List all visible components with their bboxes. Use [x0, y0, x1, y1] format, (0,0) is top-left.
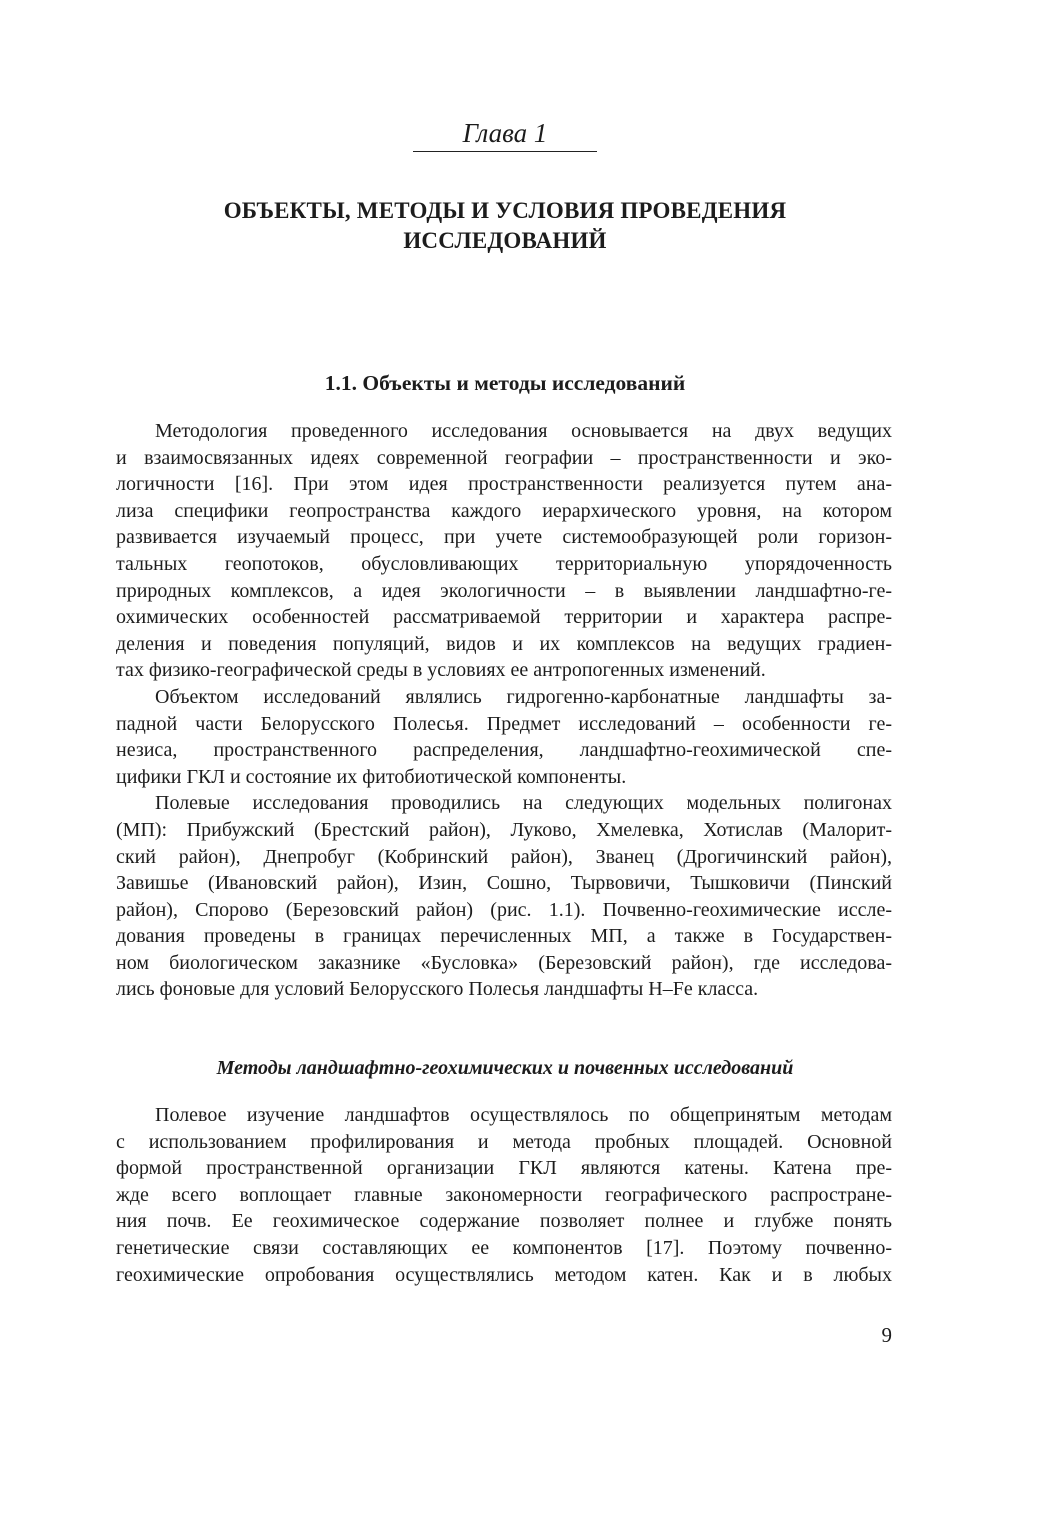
text-line: дования проведены в границах перечисленных МП, а также в Государствен- [116, 925, 892, 948]
body-text-block [116, 418, 892, 1003]
body-text-block [116, 1102, 892, 1288]
text-line: ский район), Днепробуг (Кобринский район), Званец (Дрогичинский район), [116, 845, 892, 868]
text-line: тальных геопотоков, обусловливающих территориальную упорядоченность [116, 552, 892, 575]
text-line: логичности [16]. При этом идея пространственности реализуется путем ана- [116, 473, 892, 496]
text-line: лись фоновые для условий Белорусского Полесья ландшафты H–Fe класса. [116, 978, 759, 1001]
text-line: Объектом исследований являлись гидрогенно-карбонатные ландшафты за- [155, 685, 892, 708]
text-line: с использованием профилирования и метода пробных площадей. Основной [116, 1130, 892, 1153]
text-line: генетические связи составляющих ее компонентов [17]. Поэтому почвенно- [116, 1236, 892, 1259]
text-line: и взаимосвязанных идеях современной географии – пространственности и эко- [116, 446, 892, 469]
subsection-heading: Методы ландшафтно-геохимических и почвенных исследований [216, 1057, 794, 1079]
text-line: лиза специфики геопространства каждого иерархического уровня, на котором [116, 499, 892, 522]
text-line: формой пространственной организации ГКЛ являются катены. Катена пре- [116, 1157, 892, 1180]
text-line: тах физико-географической среды в условиях ее антропогенных изменений. [116, 659, 766, 682]
text-line: Методология проведенного исследования основывается на двух ведущих [155, 420, 892, 442]
chapter-title [0, 196, 1010, 256]
chapter-rule [413, 151, 597, 152]
text-line: падной части Белорусского Полесья. Предмет исследований – особенности ге- [116, 712, 892, 735]
section-heading: 1.1. Объекты и методы исследований [324, 371, 686, 395]
text-line: Полевые исследования проводились на следующих модельных полигонах [155, 792, 892, 815]
text-line: цифики ГКЛ и состояние их фитобиотической компоненты. [116, 765, 627, 788]
text-line: деления и поведения популяций, видов и их комплексов на ведущих градиен- [116, 632, 892, 655]
text-line: Полевое изучение ландшафтов осуществлялось по общепринятым методам [155, 1104, 892, 1126]
text-line: Завишье (Ивановский район), Изин, Сошно, Тырвовичи, Тышковичи (Пинский [116, 872, 892, 895]
text-line: район), Спорово (Березовский район) (рис. 1.1). Почвенно-геохимические иссле- [116, 898, 892, 921]
text-line: природных комплексов, а идея экологичности – в выявлении ландшафтно-ге- [116, 579, 892, 602]
text-line: (МП): Прибужский (Брестский район), Луково, Хмелевка, Хотислав (Малорит- [116, 818, 892, 841]
chapter-label: Глава 1 [462, 118, 548, 148]
text-line: развивается изучаемый процесс, при учете системообразующей роли горизон- [116, 526, 892, 549]
text-line: охимических особенностей рассматриваемой территории и характера распре- [116, 606, 892, 629]
text-line: ния почв. Ее геохимическое содержание позволяет полнее и глубже понять [116, 1210, 892, 1233]
text-line: незиса, пространственного распределения, ландшафтно-геохимической спе- [116, 739, 892, 762]
text-line: геохимические опробования осуществлялись методом катен. Как и в любых [116, 1263, 892, 1286]
text-line: ном биологическом заказнике «Бусловка» (Березовский район), где исследова- [116, 951, 892, 974]
text-line: жде всего воплощает главные закономерности географического распростране- [116, 1183, 892, 1206]
page-number: 9 [881, 1323, 892, 1347]
chapter-title-line: ОБЪЕКТЫ, МЕТОДЫ И УСЛОВИЯ ПРОВЕДЕНИЯ [223, 198, 787, 223]
chapter-title-line: ИССЛЕДОВАНИЙ [403, 228, 607, 253]
